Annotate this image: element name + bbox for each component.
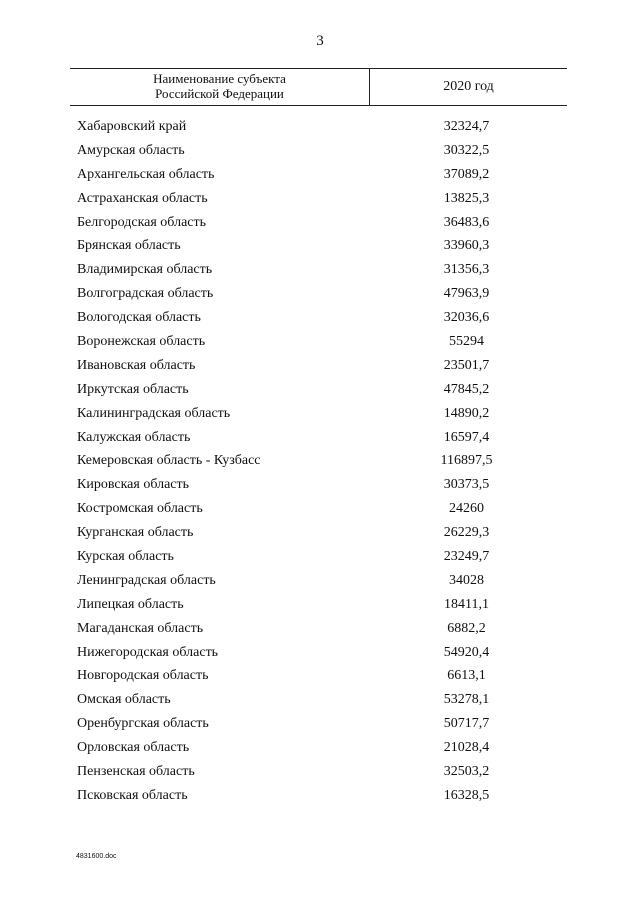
page-number: 3: [316, 33, 324, 49]
region-value: 32503,2: [443, 764, 490, 780]
header-subject-name-line1: Наименование субъекта: [153, 71, 286, 86]
region-name: Оренбургская область: [77, 716, 209, 732]
region-value: 55294: [449, 334, 484, 350]
table-row: [0, 163, 640, 187]
table-row: [0, 473, 640, 497]
region-name: Орловская область: [77, 740, 190, 756]
footer-filename: 4831600.doc: [76, 853, 117, 860]
region-value: 23249,7: [443, 549, 490, 565]
region-value: 37089,2: [443, 166, 490, 182]
region-name: Астраханская область: [77, 190, 208, 206]
region-value: 16328,5: [443, 787, 490, 803]
table-row: [0, 497, 640, 521]
region-name: Амурская область: [77, 142, 185, 158]
region-value: 30322,5: [443, 142, 490, 158]
region-value: 26229,3: [443, 525, 490, 541]
region-value: 24260: [449, 501, 484, 517]
region-value: 6613,1: [447, 668, 486, 684]
table-row: [0, 569, 640, 593]
region-value: 36483,6: [443, 214, 490, 230]
region-name: Ивановская область: [77, 357, 196, 373]
region-value: 116897,5: [440, 453, 493, 469]
table-header: [70, 68, 567, 106]
region-name: Кемеровская область - Кузбасс: [77, 453, 261, 469]
table-row: [0, 760, 640, 784]
region-name: Пензенская область: [77, 764, 195, 780]
table-row: [0, 234, 640, 258]
region-name: Воронежская область: [77, 334, 206, 350]
region-value: 13825,3: [443, 190, 490, 206]
region-name: Ленинградская область: [77, 572, 216, 588]
region-value: 14890,2: [443, 405, 490, 421]
region-value: 47963,9: [443, 286, 490, 302]
table-row: [0, 115, 640, 139]
region-value: 31356,3: [443, 262, 490, 278]
region-name: Курская область: [77, 549, 174, 565]
table-row: [0, 593, 640, 617]
table-body: [0, 115, 640, 808]
region-name: Магаданская область: [77, 620, 204, 636]
region-name: Хабаровский край: [77, 119, 187, 134]
region-name: Белгородская область: [77, 214, 207, 230]
region-name: Кировская область: [77, 477, 190, 493]
table-row: [0, 330, 640, 354]
table-row: [0, 712, 640, 736]
region-value: 18411,1: [444, 596, 489, 612]
header-subject-name: [70, 71, 369, 101]
table-row: [0, 449, 640, 473]
region-value: 30373,5: [443, 477, 490, 493]
region-value: 21028,4: [443, 740, 490, 756]
region-name: Калужская область: [77, 429, 191, 445]
region-value: 47845,2: [443, 381, 490, 397]
table-row: [0, 187, 640, 211]
table-row: [0, 282, 640, 306]
header-year: 2020 год: [443, 79, 494, 94]
table-row: [0, 139, 640, 163]
region-name: Владимирская область: [77, 262, 213, 278]
region-name: Нижегородская область: [77, 644, 219, 660]
region-value: 34028: [449, 572, 484, 588]
table-row: [0, 354, 640, 378]
table-row: [0, 784, 640, 808]
region-name: Брянская область: [77, 238, 181, 254]
table-row: [0, 617, 640, 641]
region-name: Калининградская область: [77, 405, 231, 421]
region-name: Омская область: [77, 692, 171, 708]
region-name: Липецкая область: [77, 596, 184, 612]
region-name: Вологодская область: [77, 310, 201, 326]
region-value: 50717,7: [443, 716, 490, 732]
region-name: Курганская область: [77, 525, 194, 541]
table-row: [0, 688, 640, 712]
region-name: Новгородская область: [77, 668, 209, 684]
table-row: [0, 521, 640, 545]
region-name: Иркутская область: [77, 381, 189, 397]
region-name: Псковская область: [77, 787, 188, 803]
region-value: 32324,7: [443, 119, 490, 134]
region-name: Архангельская область: [77, 166, 215, 182]
table-row: [0, 306, 640, 330]
table-row: [0, 736, 640, 760]
table-row: [0, 545, 640, 569]
table-row: [0, 402, 640, 426]
region-name: Волгоградская область: [77, 286, 214, 302]
region-value: 33960,3: [443, 238, 490, 254]
region-value: 54920,4: [443, 644, 490, 660]
table-row: [0, 664, 640, 688]
table-row: [0, 211, 640, 235]
table-row: [0, 641, 640, 665]
header-subject-name-line2: Российской Федерации: [155, 86, 284, 101]
table-row: [0, 426, 640, 450]
table-row: [0, 258, 640, 282]
region-value: 16597,4: [443, 429, 490, 445]
table-row: [0, 378, 640, 402]
region-value: 32036,6: [443, 310, 490, 326]
region-value: 6882,2: [447, 620, 486, 636]
region-value: 23501,7: [443, 357, 490, 373]
region-value: 53278,1: [443, 692, 490, 708]
region-name: Костромская область: [77, 501, 203, 517]
